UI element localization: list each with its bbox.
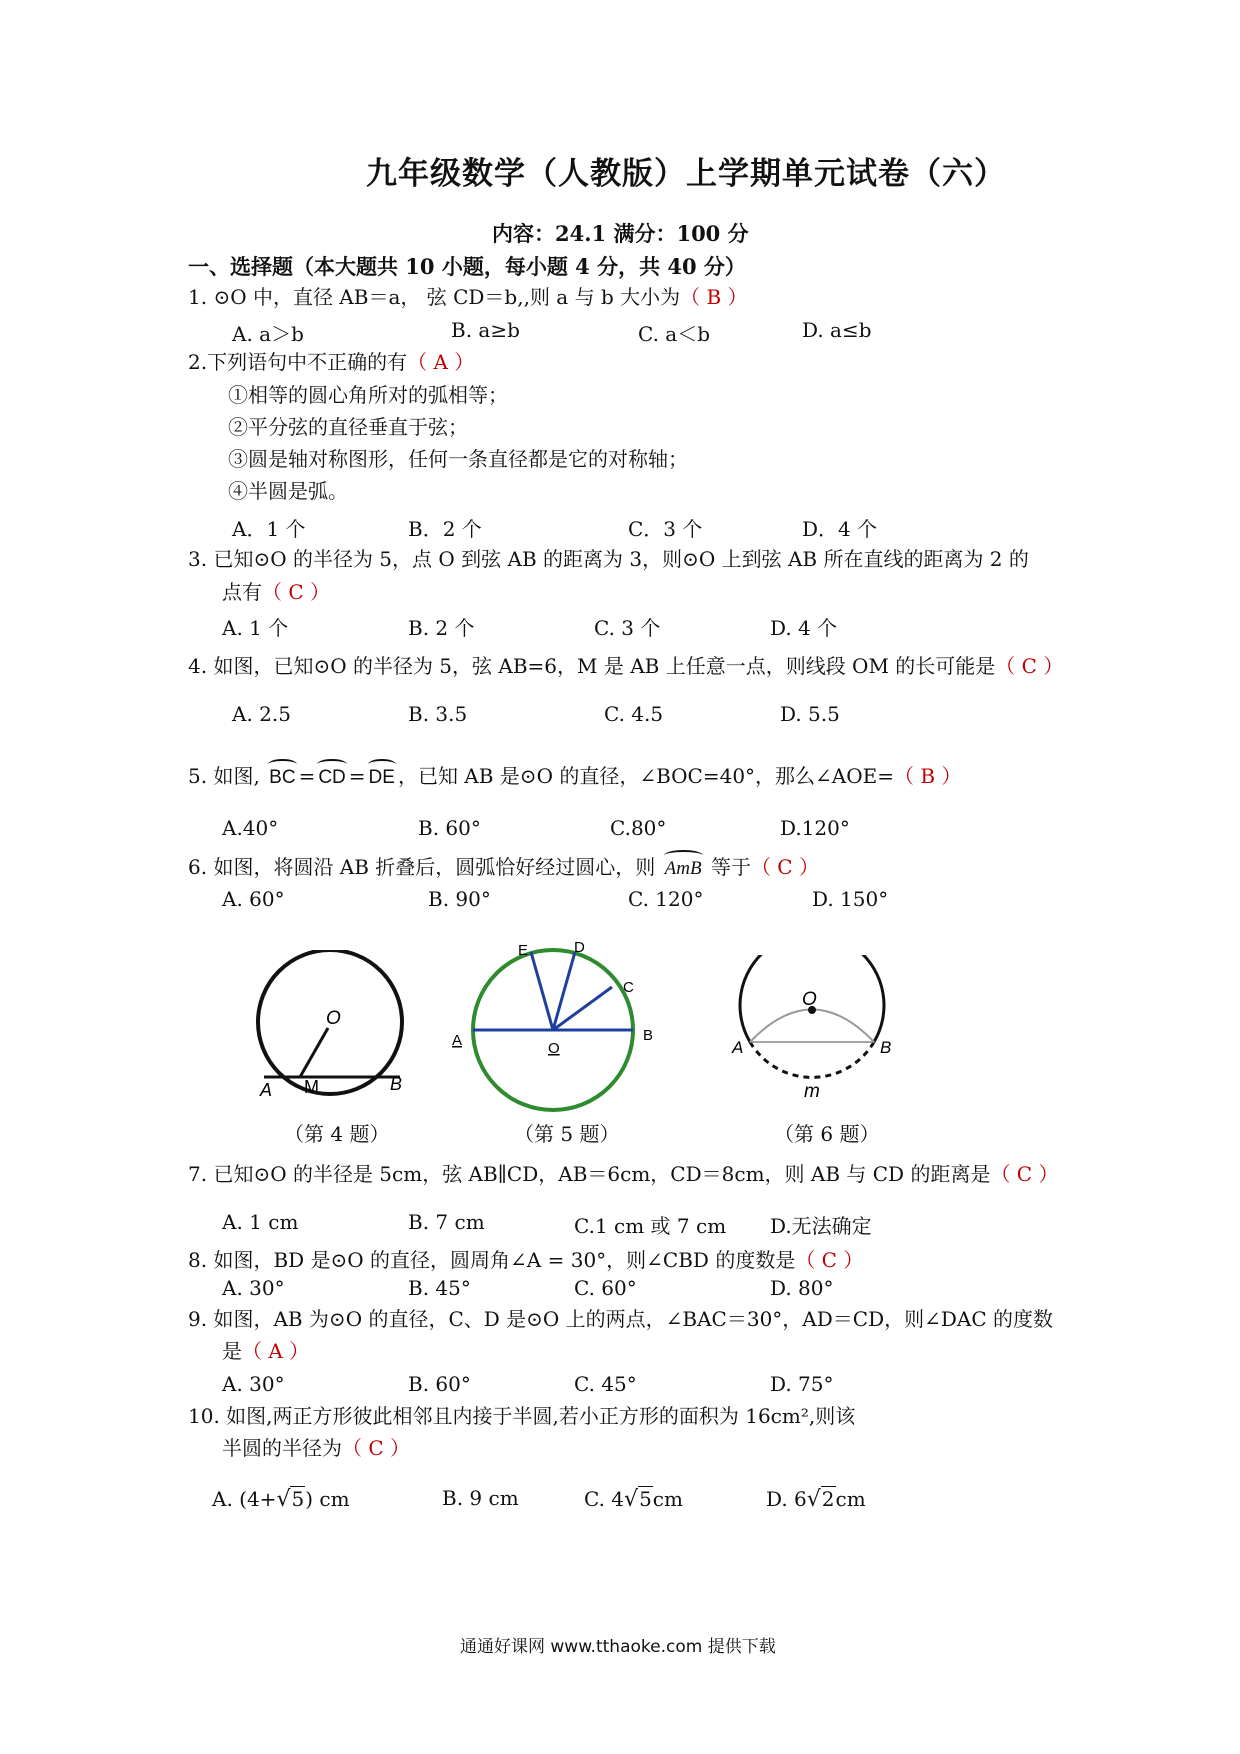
radicand: 2 bbox=[821, 1487, 835, 1511]
option-b: B. 3.5 bbox=[408, 702, 468, 726]
option-c bbox=[584, 1486, 683, 1512]
question-stem-cont: 半圆的半径为 bbox=[222, 1436, 342, 1460]
question-stem-cont: 点有 bbox=[222, 580, 262, 604]
option-d: D.120° bbox=[780, 816, 850, 840]
radius-oe bbox=[531, 952, 553, 1030]
question-3 bbox=[188, 545, 1029, 573]
equals-sign: = bbox=[348, 764, 366, 788]
question-stem: 4. 如图，已知⊙O 的半径为 5，弦 AB=6，M 是 AB 上任意一点，则线段 OM 的长可能是 bbox=[188, 654, 996, 678]
statement-4: ④半圆是弧。 bbox=[228, 479, 348, 503]
radius-od bbox=[553, 952, 575, 1030]
option-b: B. 2 个 bbox=[408, 616, 475, 640]
label-o: O bbox=[802, 989, 817, 1010]
question-2 bbox=[188, 348, 474, 376]
label-c: C bbox=[623, 979, 634, 996]
option-a-suffix: ) cm bbox=[305, 1487, 350, 1511]
question-stem: ，已知 AB 是⊙O 的直径，∠BOC=40°，那么∠AOE= bbox=[397, 764, 895, 788]
option-b: B. 45° bbox=[408, 1276, 471, 1300]
answer-mark: （ C ） bbox=[795, 1248, 864, 1272]
figure-5 bbox=[440, 935, 670, 1115]
option-b: B. 7 cm bbox=[408, 1210, 485, 1234]
radicand: 5 bbox=[639, 1487, 652, 1511]
figure-6 bbox=[722, 955, 912, 1105]
option-d: D. 80° bbox=[770, 1276, 834, 1300]
option-a: A. 1 个 bbox=[222, 616, 289, 640]
option-a bbox=[212, 1486, 350, 1512]
option-b: B. 60° bbox=[418, 816, 481, 840]
question-stem-cont: 等于 bbox=[710, 855, 751, 879]
label-a: A bbox=[260, 1080, 273, 1100]
radical-sign: √ bbox=[276, 1487, 291, 1512]
question-1 bbox=[188, 283, 748, 311]
question-stem: 3. 已知⊙O 的半径为 5，点 O 到弦 AB 的距离为 3，则⊙O 上到弦 AB 所在直线的距离为 2 的 bbox=[188, 547, 1029, 571]
radical-sign: √ bbox=[624, 1487, 639, 1512]
answer-mark: （ C ） bbox=[262, 580, 331, 604]
option-c: C. 3 个 bbox=[594, 616, 661, 640]
question-stem-cont: 是 bbox=[222, 1339, 242, 1363]
option-b: B. 9 cm bbox=[442, 1486, 519, 1510]
option-d: D．4 个 bbox=[802, 517, 878, 541]
answer-mark: （ B ） bbox=[894, 764, 962, 788]
option-a-prefix: A. (4+ bbox=[212, 1487, 277, 1511]
answer-mark: （ C ） bbox=[990, 1162, 1059, 1186]
question-8 bbox=[188, 1246, 863, 1274]
option-a: A. 2.5 bbox=[232, 702, 291, 726]
option-a: A．1 个 bbox=[232, 517, 306, 541]
option-a: A. 30° bbox=[222, 1372, 285, 1396]
answer-mark: （ A ） bbox=[242, 1339, 310, 1363]
label-b: B bbox=[643, 1027, 654, 1044]
option-c: C. 60° bbox=[574, 1276, 637, 1300]
question-7 bbox=[188, 1160, 1058, 1188]
label-a: A bbox=[452, 1032, 463, 1049]
option-a: A. 30° bbox=[222, 1276, 285, 1300]
option-b: B．2 个 bbox=[408, 517, 482, 541]
footer-text: 通通好课网 www.tthaoke.com 提供下载 bbox=[460, 1637, 776, 1657]
label-a: A bbox=[732, 1038, 744, 1057]
segment-om bbox=[300, 1028, 328, 1077]
option-c: C. 45° bbox=[574, 1372, 637, 1396]
question-5 bbox=[188, 762, 961, 792]
question-10 bbox=[188, 1402, 855, 1430]
page-title: 九年级数学（人教版）上学期单元试卷（六） bbox=[366, 156, 1006, 192]
figure-4 bbox=[250, 950, 420, 1100]
question-9-line2 bbox=[222, 1337, 309, 1365]
answer-mark: （ C ） bbox=[342, 1436, 411, 1460]
page-subtitle: 内容：24.1 满分：100 分 bbox=[492, 221, 749, 246]
label-b: B bbox=[390, 1074, 403, 1094]
label-o: O bbox=[326, 1008, 341, 1029]
section-heading: 一、选择题（本大题共 10 小题，每小题 4 分，共 40 分） bbox=[188, 254, 746, 279]
question-stem: 7. 已知⊙O 的半径是 5cm，弦 AB∥CD，AB＝6cm，CD＝8cm，则 AB 与 CD 的距离是 bbox=[188, 1162, 991, 1186]
option-d-prefix: D. 6 bbox=[766, 1487, 807, 1511]
question-stem: 10. 如图,两正方形彼此相邻且内接于半圆,若小正方形的面积为 16cm²,则该 bbox=[188, 1404, 856, 1428]
answer-mark: （ B ） bbox=[680, 285, 748, 309]
radical-sign: √ bbox=[806, 1487, 821, 1512]
fold-arc bbox=[750, 1010, 874, 1043]
option-b: B. 90° bbox=[428, 887, 491, 911]
option-d: D. 5.5 bbox=[780, 702, 840, 726]
option-d: D. 75° bbox=[770, 1372, 834, 1396]
label-e: E bbox=[518, 942, 529, 959]
arc-cd: CD bbox=[315, 764, 348, 792]
question-4 bbox=[188, 652, 1063, 680]
option-a: A. 1 cm bbox=[222, 1210, 299, 1234]
option-a: A. 60° bbox=[222, 887, 285, 911]
question-stem: 2.下列语句中不正确的有 bbox=[188, 350, 408, 374]
arc-de: DE bbox=[366, 764, 398, 792]
option-c: C．3 个 bbox=[628, 517, 703, 541]
option-c: C.80° bbox=[610, 816, 667, 840]
question-stem: 1. ⊙O 中，直径 AB＝a， 弦 CD＝b,,则 a 与 b 大小为 bbox=[188, 285, 681, 309]
option-c-suffix: cm bbox=[652, 1487, 683, 1511]
label-m: M bbox=[304, 1077, 319, 1097]
question-stem: 6. 如图，将圆沿 AB 折叠后，圆弧恰好经过圆心，则 bbox=[188, 855, 656, 879]
figure-5-caption: （第 5 题） bbox=[514, 1122, 620, 1146]
option-b: B. 60° bbox=[408, 1372, 471, 1396]
question-9 bbox=[188, 1305, 1053, 1333]
figure-6-caption: （第 6 题） bbox=[774, 1122, 880, 1146]
figure-4-caption: （第 4 题） bbox=[284, 1122, 390, 1146]
folded-arc-amb bbox=[750, 1042, 874, 1077]
option-c: C.1 cm 或 7 cm bbox=[574, 1214, 727, 1238]
label-d: D bbox=[574, 939, 585, 956]
option-d: D. 4 个 bbox=[770, 616, 838, 640]
arc-amb: AmB bbox=[662, 855, 705, 883]
option-c-prefix: C. 4 bbox=[584, 1487, 625, 1511]
answer-mark: （ A ） bbox=[407, 350, 475, 374]
option-d: D.无法确定 bbox=[770, 1214, 872, 1238]
option-a: A. a＞b bbox=[232, 322, 304, 346]
question-3-line2 bbox=[222, 578, 330, 606]
statement-3: ③圆是轴对称图形，任何一条直径都是它的对称轴； bbox=[228, 447, 688, 471]
option-d: D. 150° bbox=[812, 887, 889, 911]
option-a: A.40° bbox=[222, 816, 279, 840]
equals-sign: = bbox=[298, 764, 316, 788]
option-c: C. a＜b bbox=[638, 322, 711, 346]
question-stem: 8. 如图，BD 是⊙O 的直径，圆周角∠A = 30°，则∠CBD 的度数是 bbox=[188, 1248, 796, 1272]
statement-2: ②平分弦的直径垂直于弦； bbox=[228, 415, 468, 439]
question-prefix: 5. 如图, bbox=[188, 764, 260, 788]
option-c: C. 4.5 bbox=[604, 702, 664, 726]
question-10-line2 bbox=[222, 1434, 410, 1462]
label-b: B bbox=[880, 1038, 892, 1057]
statement-1: ①相等的圆心角所对的弧相等； bbox=[228, 383, 508, 407]
answer-mark: （ C ） bbox=[750, 855, 819, 879]
label-m: m bbox=[804, 1081, 820, 1102]
arc-bc: BC bbox=[266, 764, 298, 792]
option-d-suffix: cm bbox=[835, 1487, 866, 1511]
question-6 bbox=[188, 853, 819, 883]
radicand: 5 bbox=[291, 1487, 305, 1511]
label-o: O bbox=[548, 1040, 560, 1057]
answer-mark: （ C ） bbox=[995, 654, 1064, 678]
question-stem: 9. 如图，AB 为⊙O 的直径，C、D 是⊙O 上的两点，∠BAC＝30°，AD＝CD，则∠DAC 的度数 bbox=[188, 1307, 1054, 1331]
option-d bbox=[766, 1486, 866, 1512]
option-d: D. a≤b bbox=[802, 318, 872, 342]
option-c: C. 120° bbox=[628, 887, 704, 911]
option-b: B. a≥b bbox=[451, 318, 520, 342]
